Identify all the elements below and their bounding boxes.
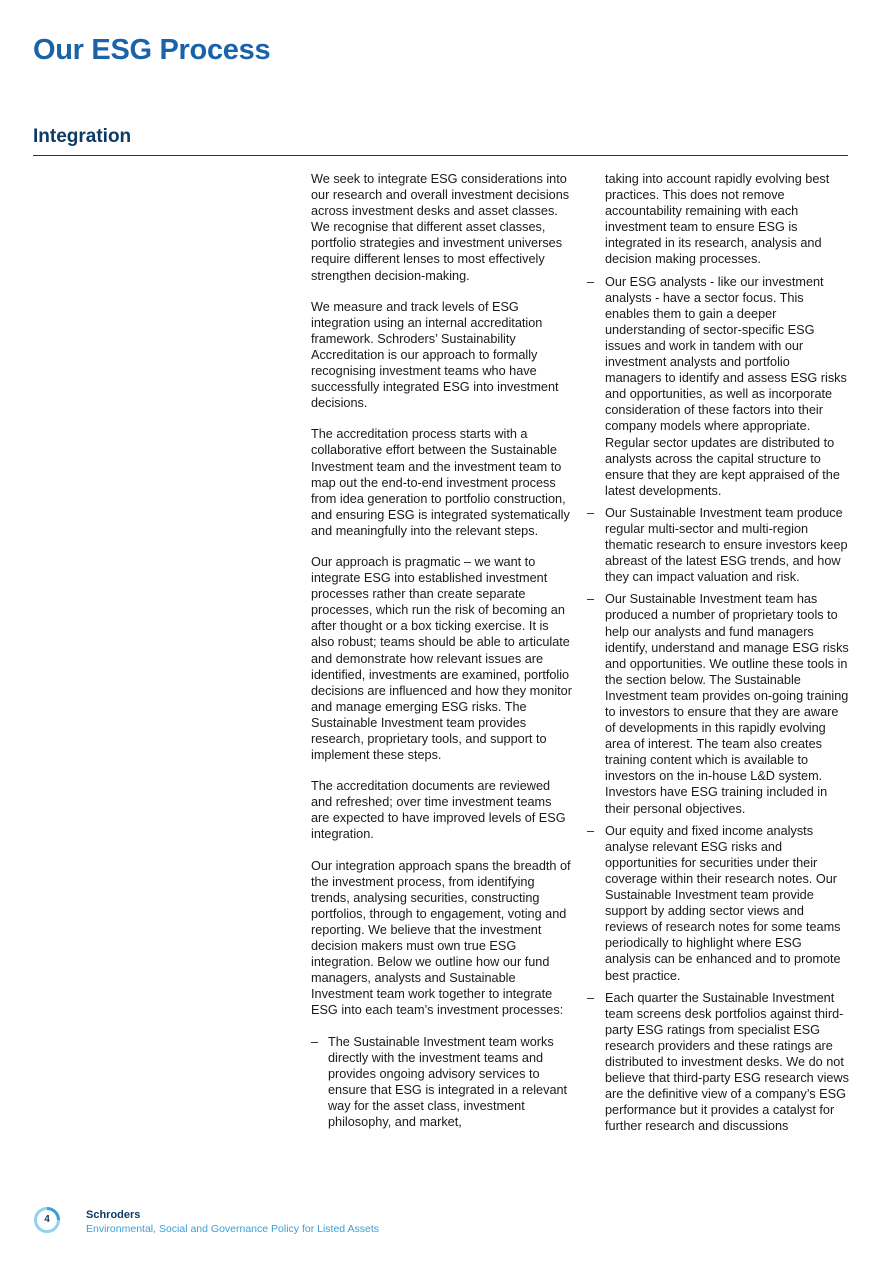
section-title: Integration [33, 126, 132, 147]
page-number: 4 [44, 1214, 50, 1225]
left-column [311, 171, 573, 1130]
footer-subtitle: Environmental, Social and Governance Policy for Listed Assets [86, 1223, 379, 1235]
bullet-dash: – [587, 274, 595, 289]
bullet-dash: – [587, 823, 595, 838]
list-item [587, 505, 849, 585]
right-column [587, 171, 849, 1140]
bullet-continuation: taking into account rapidly evolving best practices. This does not remove accountability remaining with each investment team to ensure ESG is integrated in its research, analysis and decision making processes. [605, 172, 830, 267]
list-item [311, 1034, 573, 1131]
bullet-text: Our Sustainable Investment team produce regular multi-sector and multi-region thematic research to ensure investors keep abreast of the latest ESG trends, and how they can impact valuation and risk. [605, 505, 848, 585]
paragraph: The accreditation process starts with a collaborative effort between the Sustainable Investment team and the investment team to map out the end-to-end investment process from idea generation to portfolio construction, and ensuring ESG is integrated systematically and meaningfully into the relevant steps. [311, 427, 570, 538]
bullet-text: The Sustainable Investment team works directly with the investment teams and provides ongoing advisory services to ensure that ESG is integrated in a relevant way for the asset class, investment philosophy, and market, [328, 1034, 568, 1129]
list-item [587, 274, 849, 499]
list-item [587, 823, 849, 984]
bullet-text: Each quarter the Sustainable Investment team screens desk portfolios against third-party ESG ratings from specialist ESG research providers and these ratings are distributed to investment desks. We do not believe that third-party ESG research views are the definitive view of a company’s ESG performance but it provides a catalyst for further research and discussions [605, 990, 849, 1134]
bullet-dash: – [311, 1034, 319, 1049]
bullet-text: Our ESG analysts - like our investment analysts - have a sector focus. This enables them to gain a deeper understanding of sector-specific ESG issues and work in tandem with our investment analysts and portfolio managers to identify and assess ESG risks and opportunities, as well as incorporate consideration of these factors into their company models where appropriate. Regular sector updates are distributed to analysts across the capital structure to ensure that they are kept appraised of the latest developments. [605, 274, 847, 498]
bullet-dash: – [587, 592, 595, 607]
section-divider [33, 155, 848, 156]
bullet-dash: – [587, 990, 595, 1005]
footer-brand: Schroders [86, 1209, 141, 1221]
page-number-badge [33, 1206, 61, 1234]
bullet-text: Our equity and fixed income analysts analyse relevant ESG risks and opportunities for securities under their coverage within their research notes. Our Sustainable Investment team provide support by adding sector views and reviews of research notes for some teams periodically to highlight where ESG analysis can be enhanced and to promote best practice. [605, 823, 841, 983]
paragraph: Our integration approach spans the breadth of the investment process, from identifying trends, analysing securities, constructing portfolios, through to engagement, voting and reporting. We believe that the investment decision makers must own true ESG integration. Below we outline how our fund managers, analysts and Sustainable Investment team work together to integrate ESG into each team’s investment processes: [311, 858, 571, 1018]
page-title: Our ESG Process [33, 34, 271, 66]
paragraph: Our approach is pragmatic – we want to integrate ESG into established investment processes rather than create separate processes, which run the risk of becoming an after thought or a box ticking exercise. It is also robust; teams should be able to articulate and demonstrate how relevant issues are identified, investments are examined, portfolio decisions are influenced and how they monitor and manage emerging ESG risks. The Sustainable Investment team provides research, proprietary tools, and support to implement these steps. [311, 554, 572, 763]
list-item [587, 990, 849, 1135]
paragraph: The accreditation documents are reviewed and refreshed; over time investment teams are expected to have improved levels of ESG integration. [311, 779, 566, 842]
paragraph: We measure and track levels of ESG integration using an internal accreditation framework. Schroders’ Sustainability Accreditation is our approach to formally recognising investment teams who have successfully integrated ESG into investment decisions. [311, 299, 559, 411]
list-item [587, 591, 849, 816]
paragraph: We seek to integrate ESG considerations into our research and overall investment decisions across investment desks and asset classes. We recognise that different asset classes, portfolio strategies and investment universes require different lenses to most effectively strengthen decision-making. [311, 172, 570, 283]
bullet-dash: – [587, 505, 595, 520]
bullet-text: Our Sustainable Investment team has produced a number of proprietary tools to help our analysts and fund managers identify, understand and manage ESG risks and opportunities. We outline these tools in the section below. The Sustainable Investment team provides on-going training to investors to ensure that they are aware of developments in this rapidly evolving area of interest. The team also creates training content which is available to investors on the in-house L&D system. Investors have ESG training included in their personal objectives. [605, 592, 849, 816]
